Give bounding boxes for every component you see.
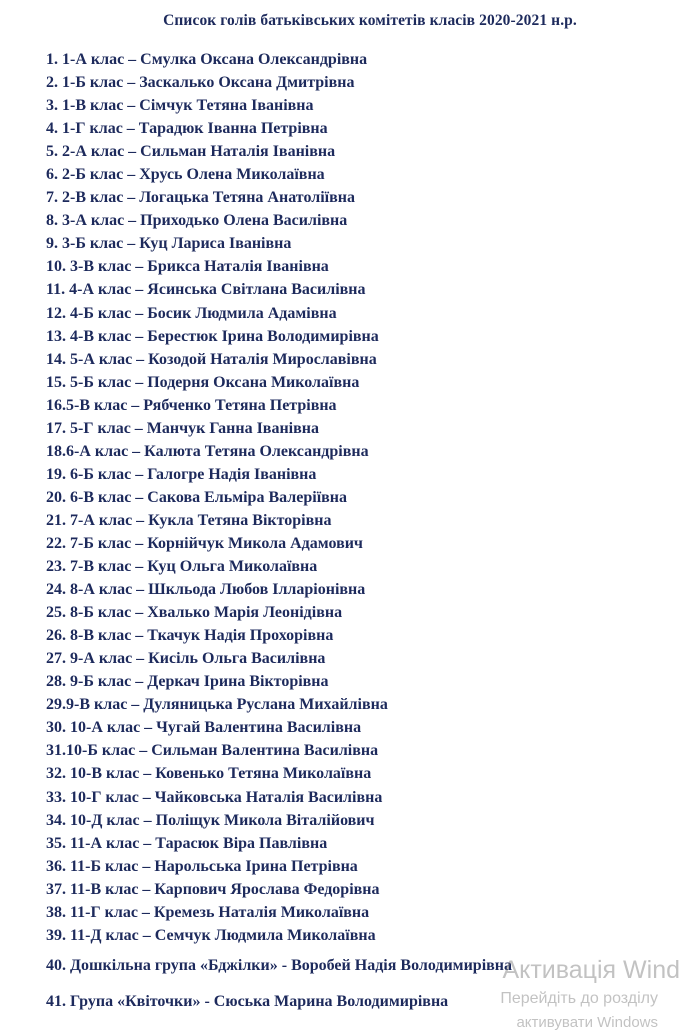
list-item: 34. 10-Д клас – Поліщук Микола Віталійович bbox=[46, 811, 375, 829]
activation-watermark-line2: Перейдіть до розділу bbox=[500, 990, 658, 1007]
list-item: 33. 10-Г клас – Чайковська Наталія Василівна bbox=[46, 788, 383, 806]
list-item: 32. 10-В клас – Ковенько Тетяна Миколаївна bbox=[46, 765, 372, 783]
list-item: 13. 4-В клас – Берестюк Ірина Володимирівна bbox=[46, 327, 379, 345]
list-item: 26. 8-В клас – Ткачук Надія Прохорівна bbox=[46, 627, 334, 645]
list-item: 11. 4-А клас – Ясинська Світлана Василівна bbox=[46, 281, 366, 299]
list-item: 23. 7-В клас – Куц Ольга Миколаївна bbox=[46, 558, 318, 576]
list-item: 30. 10-А клас – Чугай Валентина Василівна bbox=[46, 719, 362, 737]
list-item: 15. 5-Б клас – Подерня Оксана Миколаївна bbox=[46, 373, 360, 391]
list-item: 28. 9-Б клас – Деркач Ірина Вікторівна bbox=[46, 673, 329, 691]
list-item: 18.6-А клас – Калюта Тетяна Олександрівна bbox=[46, 442, 369, 460]
list-item: 31.10-Б клас – Сильман Валентина Василівна bbox=[46, 742, 379, 760]
committee-list bbox=[46, 48, 388, 947]
list-item: 3. 1-В клас – Сімчук Тетяна Іванівна bbox=[46, 97, 314, 115]
list-item: 9. 3-Б клас – Куц Лариса Іванівна bbox=[46, 235, 292, 253]
list-item: 38. 11-Г клас – Кремезь Наталія Миколаївна bbox=[46, 903, 370, 921]
list-item-40: 40. Дошкільна група «Бджілки» - Воробей Надія Володимирівна bbox=[46, 957, 512, 974]
list-item: 21. 7-А клас – Кукла Тетяна Вікторівна bbox=[46, 511, 332, 529]
list-item: 8. 3-А клас – Приходько Олена Василівна bbox=[46, 212, 348, 230]
list-item: 29.9-В клас – Дуляницька Руслана Михайлівна bbox=[46, 696, 388, 714]
document-title: Список голів батьківських комітетів класів 2020-2021 н.р. bbox=[163, 12, 577, 29]
list-item: 12. 4-Б клас – Босик Людмила Адамівна bbox=[46, 304, 337, 322]
list-item: 22. 7-Б клас – Корнійчук Микола Адамович bbox=[46, 534, 363, 552]
list-item: 25. 8-Б клас – Хвалько Марія Леонідівна bbox=[46, 604, 343, 622]
list-item: 36. 11-Б клас – Нарольська Ірина Петрівна bbox=[46, 857, 358, 875]
list-item: 27. 9-А клас – Кисіль Ольга Василівна bbox=[46, 650, 326, 668]
list-item: 17. 5-Г клас – Манчук Ганна Іванівна bbox=[46, 419, 319, 437]
list-item: 5. 2-А клас – Сильман Наталія Іванівна bbox=[46, 143, 336, 161]
list-item: 16.5-В клас – Рябченко Тетяна Петрівна bbox=[46, 396, 337, 414]
list-item: 19. 6-Б клас – Галогре Надія Іванівна bbox=[46, 465, 317, 483]
list-item: 14. 5-А клас – Козодой Наталія Мирославівна bbox=[46, 350, 377, 368]
list-item: 37. 11-В клас – Карпович Ярослава Федорівна bbox=[46, 880, 380, 898]
list-item: 39. 11-Д клас – Семчук Людмила Миколаївна bbox=[46, 926, 376, 944]
list-item: 24. 8-А клас – Шкльода Любов Ілларіонівна bbox=[46, 581, 366, 599]
activation-watermark-line3: активувати Windows bbox=[516, 1014, 658, 1031]
list-item: 2. 1-Б клас – Заскалько Оксана Дмитрівна bbox=[46, 74, 355, 92]
list-item: 6. 2-Б клас – Хрусь Олена Миколаївна bbox=[46, 166, 325, 184]
list-item-41: 41. Група «Квіточки» - Сюська Марина Володимирівна bbox=[46, 993, 449, 1010]
list-item: 10. 3-В клас – Брикса Наталія Іванівна bbox=[46, 258, 329, 276]
list-item: 7. 2-В клас – Логацька Тетяна Анатоліївна bbox=[46, 189, 355, 207]
activation-watermark-title: Активація Wind bbox=[502, 956, 680, 984]
list-item: 1. 1-А клас – Смулка Оксана Олександрівна bbox=[46, 51, 368, 68]
list-item: 35. 11-А клас – Тарасюк Віра Павлівна bbox=[46, 834, 328, 852]
list-item: 20. 6-В клас – Сакова Ельміра Валеріївна bbox=[46, 488, 347, 506]
list-item: 4. 1-Г клас – Тарадюк Іванна Петрівна bbox=[46, 120, 328, 138]
